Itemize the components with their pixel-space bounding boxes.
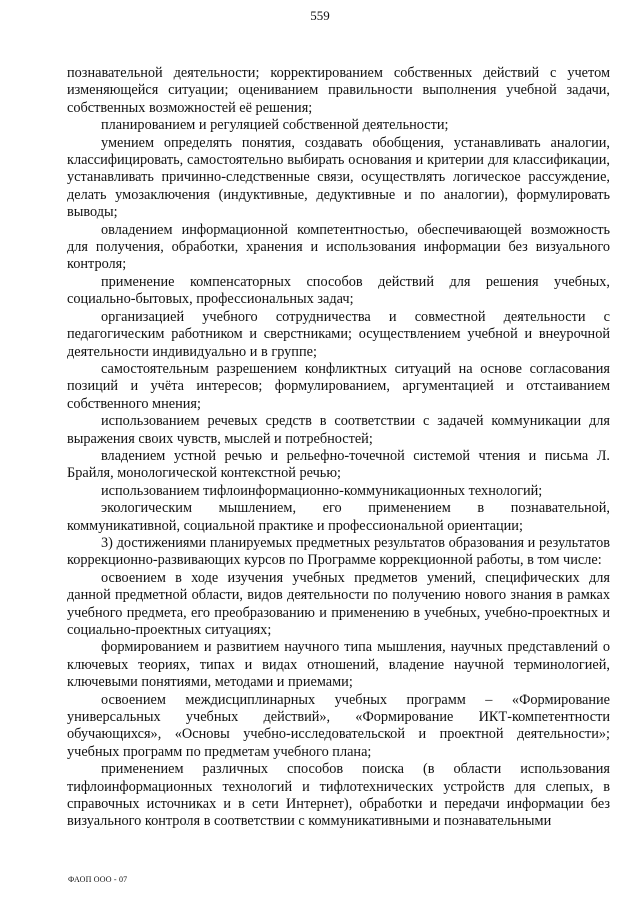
paragraph: умением определять понятия, создавать обобщения, устанавливать аналогии, классифицировать, самостоятельно выбирать основания и критерии для классификации, устанавливать причинно-следственные связи, осуществлять логическое рассуждение, делать умозаключения (индуктивные, дедуктивные и по аналогии), формулировать выводы; xyxy=(67,134,610,221)
paragraph: использованием речевых средств в соответствии с задачей коммуникации для выражения своих чувств, мыслей и потребностей; xyxy=(67,413,610,447)
paragraph: овладением информационной компетентностью, обеспечивающей возможность для получения, обработки, хранения и использования информации без визуального контроля; xyxy=(67,221,610,273)
paragraph: применение компенсаторных способов действий для решения учебных, социально-бытовых, профессиональных задач; xyxy=(67,273,610,308)
paragraph: 3) достижениями планируемых предметных результатов образования и результатов коррекционно-развивающих курсов по Программе коррекционной работы, в том числе: xyxy=(67,534,610,569)
paragraph: экологическим мышлением, его применением в познавательной, коммуникативной, социальной практике и профессиональной ориентации; xyxy=(67,500,610,534)
paragraph: самостоятельным разрешением конфликтных ситуаций на основе согласования позиций и учёта интересов; формулированием, аргументацией и отстаиванием собственного мнения; xyxy=(67,360,610,412)
paragraph: познавательной деятельности; корректированием собственных действий с учетом изменяющейся ситуации; оцениванием правильности выполнения учебной задачи, собственных возможностей её решения; xyxy=(67,65,610,116)
paragraph: планированием и регуляцией собственной деятельности; xyxy=(101,117,449,134)
paragraph: формированием и развитием научного типа мышления, научных представлений о ключевых теориях, типах и видах отношений, владение научной терминологией, ключевыми понятиями, методами и приемами; xyxy=(67,639,610,691)
document-footer: ФАОП ООО - 07 xyxy=(68,875,128,884)
paragraph: использованием тифлоинформационно-коммуникационных технологий; xyxy=(101,482,543,499)
paragraph: освоением в ходе изучения учебных предметов умений, специфических для данной предметной области, видов деятельности по получению нового знания в рамках учебного предмета, его преобразованию и применению в учебных, учебно-проектных и социально-проектных ситуациях; xyxy=(67,569,610,638)
page-number: 559 xyxy=(310,8,330,23)
paragraph: организацией учебного сотрудничества и совместной деятельности с педагогическим работником и сверстниками; осуществлением учебной и внеурочной деятельности индивидуально и в группе; xyxy=(67,308,610,360)
document-body xyxy=(67,65,610,831)
paragraph: освоением междисциплинарных учебных программ – «Формирование универсальных учебных действий», «Формирование ИКТ-компетентности обучающихся», «Основы учебно-исследовательской и проектной деятельности»; учебных программ по предметам учебного плана; xyxy=(67,691,610,760)
paragraph: применением различных способов поиска (в области использования тифлоинформационных технологий и тифлотехнических устройств для слепых, в справочных источниках и в сети Интернет), обработки и передачи информации без визуального контроля в соответствии с коммуникативными и познавательными xyxy=(67,761,610,830)
paragraph: владением устной речью и рельефно-точечной системой чтения и письма Л. Брайля, монологической контекстной речью; xyxy=(67,447,610,482)
